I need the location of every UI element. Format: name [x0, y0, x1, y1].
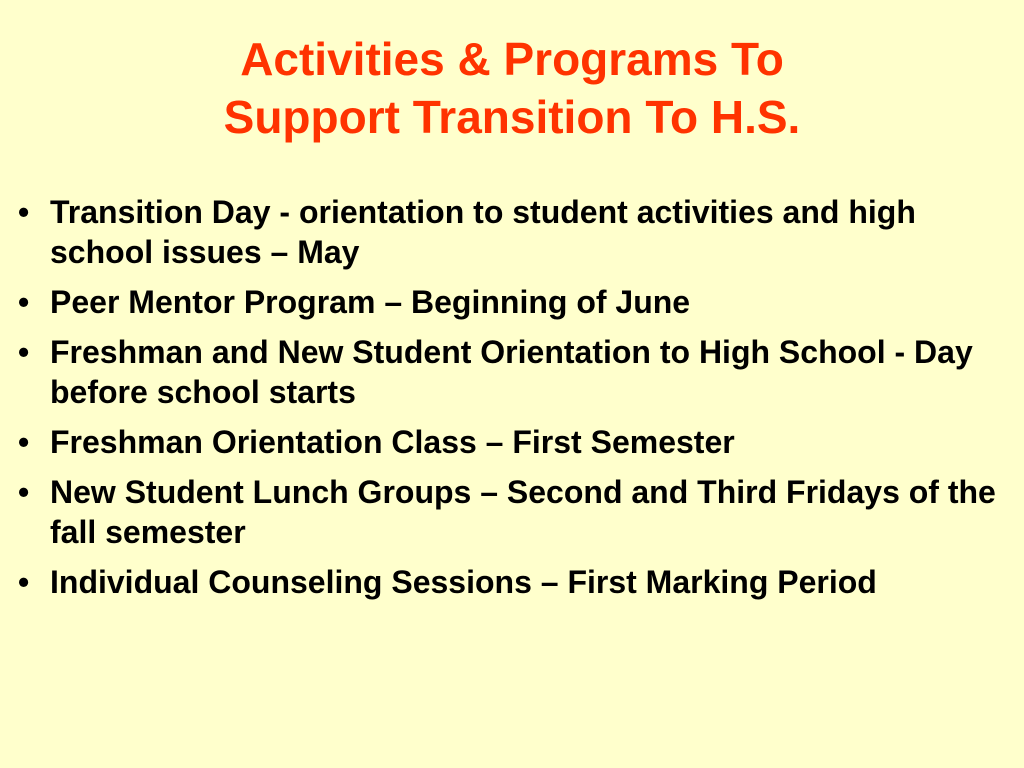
title-line-1: Activities & Programs To — [240, 33, 784, 85]
bullet-text: Transition Day - orientation to student activities and high school issues – May — [50, 194, 916, 270]
bullet-text: Freshman Orientation Class – First Semester — [50, 424, 735, 460]
slide-title — [0, 30, 1024, 146]
bullet-dot-icon: • — [18, 194, 30, 230]
bullet-item-transition-day — [0, 192, 1024, 272]
bullet-text: Freshman and New Student Orientation to High School - Day before school starts — [50, 334, 973, 410]
bullet-list — [0, 192, 1024, 612]
bullet-dot-icon: • — [18, 474, 30, 510]
bullet-text: New Student Lunch Groups – Second and Third Fridays of the fall semester — [50, 474, 996, 550]
bullet-dot-icon: • — [18, 564, 30, 600]
bullet-text: Peer Mentor Program – Beginning of June — [50, 284, 691, 320]
bullet-dot-icon: • — [18, 424, 30, 460]
bullet-dot-icon: • — [18, 284, 30, 320]
bullet-item-lunch-groups — [0, 472, 1024, 552]
bullet-item-peer-mentor — [0, 282, 1024, 322]
bullet-item-counseling-sessions — [0, 562, 1024, 602]
bullet-item-freshman-orientation-class — [0, 422, 1024, 462]
bullet-item-freshman-new-student-orientation — [0, 332, 1024, 412]
title-line-2: Support Transition To H.S. — [223, 91, 801, 143]
bullet-dot-icon: • — [18, 334, 30, 370]
bullet-text: Individual Counseling Sessions – First Marking Period — [50, 564, 877, 600]
